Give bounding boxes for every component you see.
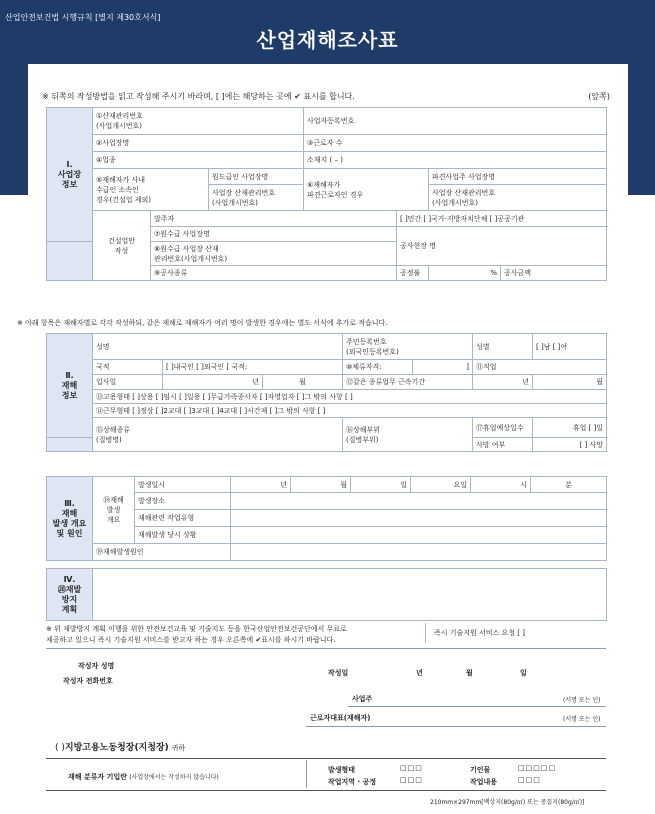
occur-hour[interactable]: 시 [471,477,531,493]
client-type-options[interactable]: [ ]민간 [ ]국가·지방자치단체 [ ]공공기관 [397,211,607,227]
location-field[interactable]: 소재지 ( – ) [304,152,607,169]
dispatch-mgmt-no-field[interactable]: 사업장 산재관리번호 (사업개시번호) [429,185,607,211]
occur-month[interactable]: 월 [291,477,351,493]
sub-mgmt-no-field[interactable]: 사업장 산재관리번호 (사업개시번호) [209,185,304,211]
classify-divider [306,760,307,788]
section-2-title: Ⅱ. 재해 정보 [47,334,93,438]
occurrence-type-label: 발생형태 [328,766,356,774]
page-title: 산업재해조사표 [256,28,399,52]
injury-part-field[interactable]: ⑯상해부위 (질병부위) [343,418,473,452]
law-reference: 산업안전보건법 시행규칙 [별지 제30호서식] [5,13,161,22]
workers-field[interactable]: ③근로자 수 [304,135,607,152]
hire-date-label: 입사일 [93,375,163,390]
construction-label: 건설업만 작성 [93,211,151,281]
occur-year[interactable]: 년 [231,477,291,493]
office-name-field[interactable]: ( ) [55,743,65,753]
writer-phone-label: 작성자 전화번호 [63,677,113,685]
situation-field[interactable] [231,527,607,544]
section-4-table [46,568,607,621]
section-1-title-continued [47,242,93,281]
occur-day[interactable]: 일 [351,477,411,493]
paper-size-note: 210mm×297mm[백상지(80g/㎡) 또는 중질지(80g/㎡)] [430,799,585,806]
site-name-field[interactable]: 공사현장 명 [397,227,607,266]
prevention-plan-field[interactable] [93,569,607,621]
rep-seal[interactable]: (서명 또는 인) [563,716,601,723]
leave-days-label: ⑰휴업예상일수 [473,418,533,438]
victim-name-field[interactable]: 성명 [93,334,343,360]
situation-label: 재해발생 당시 상황 [135,527,231,544]
divider [46,648,606,649]
employment-type-options[interactable]: ⑬고용형태 [ ]상용 [ ]임시 [ ]일용 [ ]무급가족종사자 [ ]자영업자 [ ]그 밖의 사항 [ ] [93,390,607,404]
overview-label: ⑱재해 발생 개요 [93,477,135,544]
client-field[interactable]: 발주자 [151,211,397,227]
causal-material-boxes[interactable]: □□□□□ [518,764,557,772]
hire-year[interactable]: 년 [163,375,263,390]
employer-label: 사업주 [352,695,373,703]
section-1-title: Ⅰ. 사업장 정보 [47,108,93,242]
prime-site-name-field[interactable]: ⑦원수급 사업장명 [151,227,397,242]
support-notice: ※ 위 재발방지 계획 이행을 위한 안전보건교육 및 기술지도 등을 한국산업안전보건공단에서 무료로 제공하고 있으니 즉시 기술지원 서비스를 받고자 하는 경우 오른쪽에 ✔표시를 하시기 바랍니다. [46,625,347,644]
biz-name-field[interactable]: ②사업장명 [93,135,304,152]
employer-sign-line [348,706,606,707]
write-day[interactable]: 일 [520,669,527,677]
nationality-close-bracket: ] [413,360,473,375]
per-victim-notice: ※ 아래 항목은 재해자별로 각각 작성하되, 같은 재해로 재해자가 여러 명이 발생한 경우에는 별도 서식에 추가로 적습니다. [17,319,388,327]
employer-seal[interactable]: (서명 또는 인) [563,697,601,704]
duty-month[interactable]: 월 [533,375,607,390]
instructions-notice: ※ 뒤쪽의 작성방법을 읽고 작성해 주시기 바라며, [ ]에는 해당하는 곳에 ✔ 표시를 합니다. [42,92,355,101]
section-4-title: Ⅳ. ⑳재발 방지 계획 [47,569,93,621]
rep-sign-line [306,726,606,727]
death-checkbox[interactable]: [ ] 사망 [533,438,607,452]
work-type-options[interactable]: ⑭근무형태 [ ]정상 [ ]2교대 [ ]3교대 [ ]4교대 [ ]시간제 [ ]그 밖의 사항 [ ] [93,404,607,418]
leave-days-field[interactable]: 휴업 [ ]일 [533,418,607,438]
nationality-options[interactable]: [ ]내국인 [ ]외국인 [ 국적: [163,360,343,375]
industry-field[interactable]: ④업종 [93,152,304,169]
section-2-title-continued [47,438,93,452]
place-field[interactable] [231,493,607,510]
nationality-label: 국적 [93,360,163,375]
dispatch-label: ⑥재해자가 파견근로자인 경우 [304,169,429,211]
progress-label: 공정률 [397,266,429,281]
same-duty-label: ⑫같은 종류업무 근속기간 [343,375,473,390]
gender-options[interactable]: [ ]남 [ ]여 [533,334,607,360]
prime-biz-name-field[interactable]: 원도급인 사업장명 [209,169,304,185]
divider-bottom [46,790,606,791]
section-1-table [46,107,607,281]
work-content-label: 작업내용 [470,778,498,786]
write-month[interactable]: 월 [466,669,473,677]
duty-year[interactable]: 년 [473,375,533,390]
section-2-table [46,333,607,452]
work-area-label: 작업지역 · 공정 [328,778,377,786]
write-date-label: 작성일 [328,669,349,677]
check-icon: ✔ [294,92,301,101]
support-request-checkbox[interactable]: 즉시 기술지원 서비스 요청 [ ] [425,623,614,643]
visa-field[interactable]: ⑩체류자격: [343,360,413,375]
cause-field[interactable] [231,544,607,561]
construction-kind-field[interactable]: ⑨공사종류 [151,266,397,281]
occur-minute[interactable]: 분 [531,477,607,493]
subcontractor-label: ⑤재해자가 사내 수급인 소속인 경우(건설업 제외) [93,169,209,211]
rep-label: 근로자대표(재해자) [310,714,371,722]
gender-label: 성별 [473,334,533,360]
task-label: 재해관련 작업유형 [135,510,231,527]
datetime-label: 발생일시 [135,477,231,493]
dispatch-biz-name-field[interactable]: 파견사업주 사업장명 [429,169,607,185]
work-content-boxes[interactable]: □□□ [518,776,541,784]
causal-material-label: 기인물 [470,766,491,774]
hire-month[interactable]: 월 [263,375,343,390]
amount-label: 공사금액 [501,266,607,281]
rrn-field[interactable]: 주민등록번호 (외국인등록번호) [343,334,473,360]
work-area-boxes[interactable]: □□□ [400,776,423,784]
section-3-title: Ⅲ. 재해 발생 개요 및 원인 [47,477,93,561]
biz-reg-field[interactable]: 사업자등록번호 [304,108,607,135]
occur-dow[interactable]: 요일 [411,477,471,493]
classify-label: 재해 분류자 기입란 (사업장에서는 작성하지 않습니다) [68,773,219,781]
job-field[interactable]: ⑪직업 [473,360,607,375]
injury-type-field[interactable]: ⑮상해종류 (질병명) [93,418,343,452]
progress-percent[interactable]: % [429,266,501,281]
mgmt-no-field[interactable]: ①산재관리번호 (사업개시번호) [93,108,304,135]
task-field[interactable] [231,510,607,527]
page-side-label: (앞쪽) [588,92,610,101]
death-label: 사망 여부 [473,438,533,452]
place-label: 발생장소 [135,493,231,510]
section-3-table [46,476,607,561]
occurrence-type-boxes[interactable]: □□□ [400,764,423,772]
cause-label: ⑲재해발생원인 [93,544,231,561]
office-line: ( )지방고용노동청장(지청장) 귀하 [55,743,186,753]
divider-classify [46,758,606,759]
writer-label: 작성자 성명 [78,662,115,670]
write-year[interactable]: 년 [416,669,423,677]
prime-mgmt-no-field[interactable]: ⑧원수급 사업장 산재 관리번호(사업개시번호) [151,242,397,266]
